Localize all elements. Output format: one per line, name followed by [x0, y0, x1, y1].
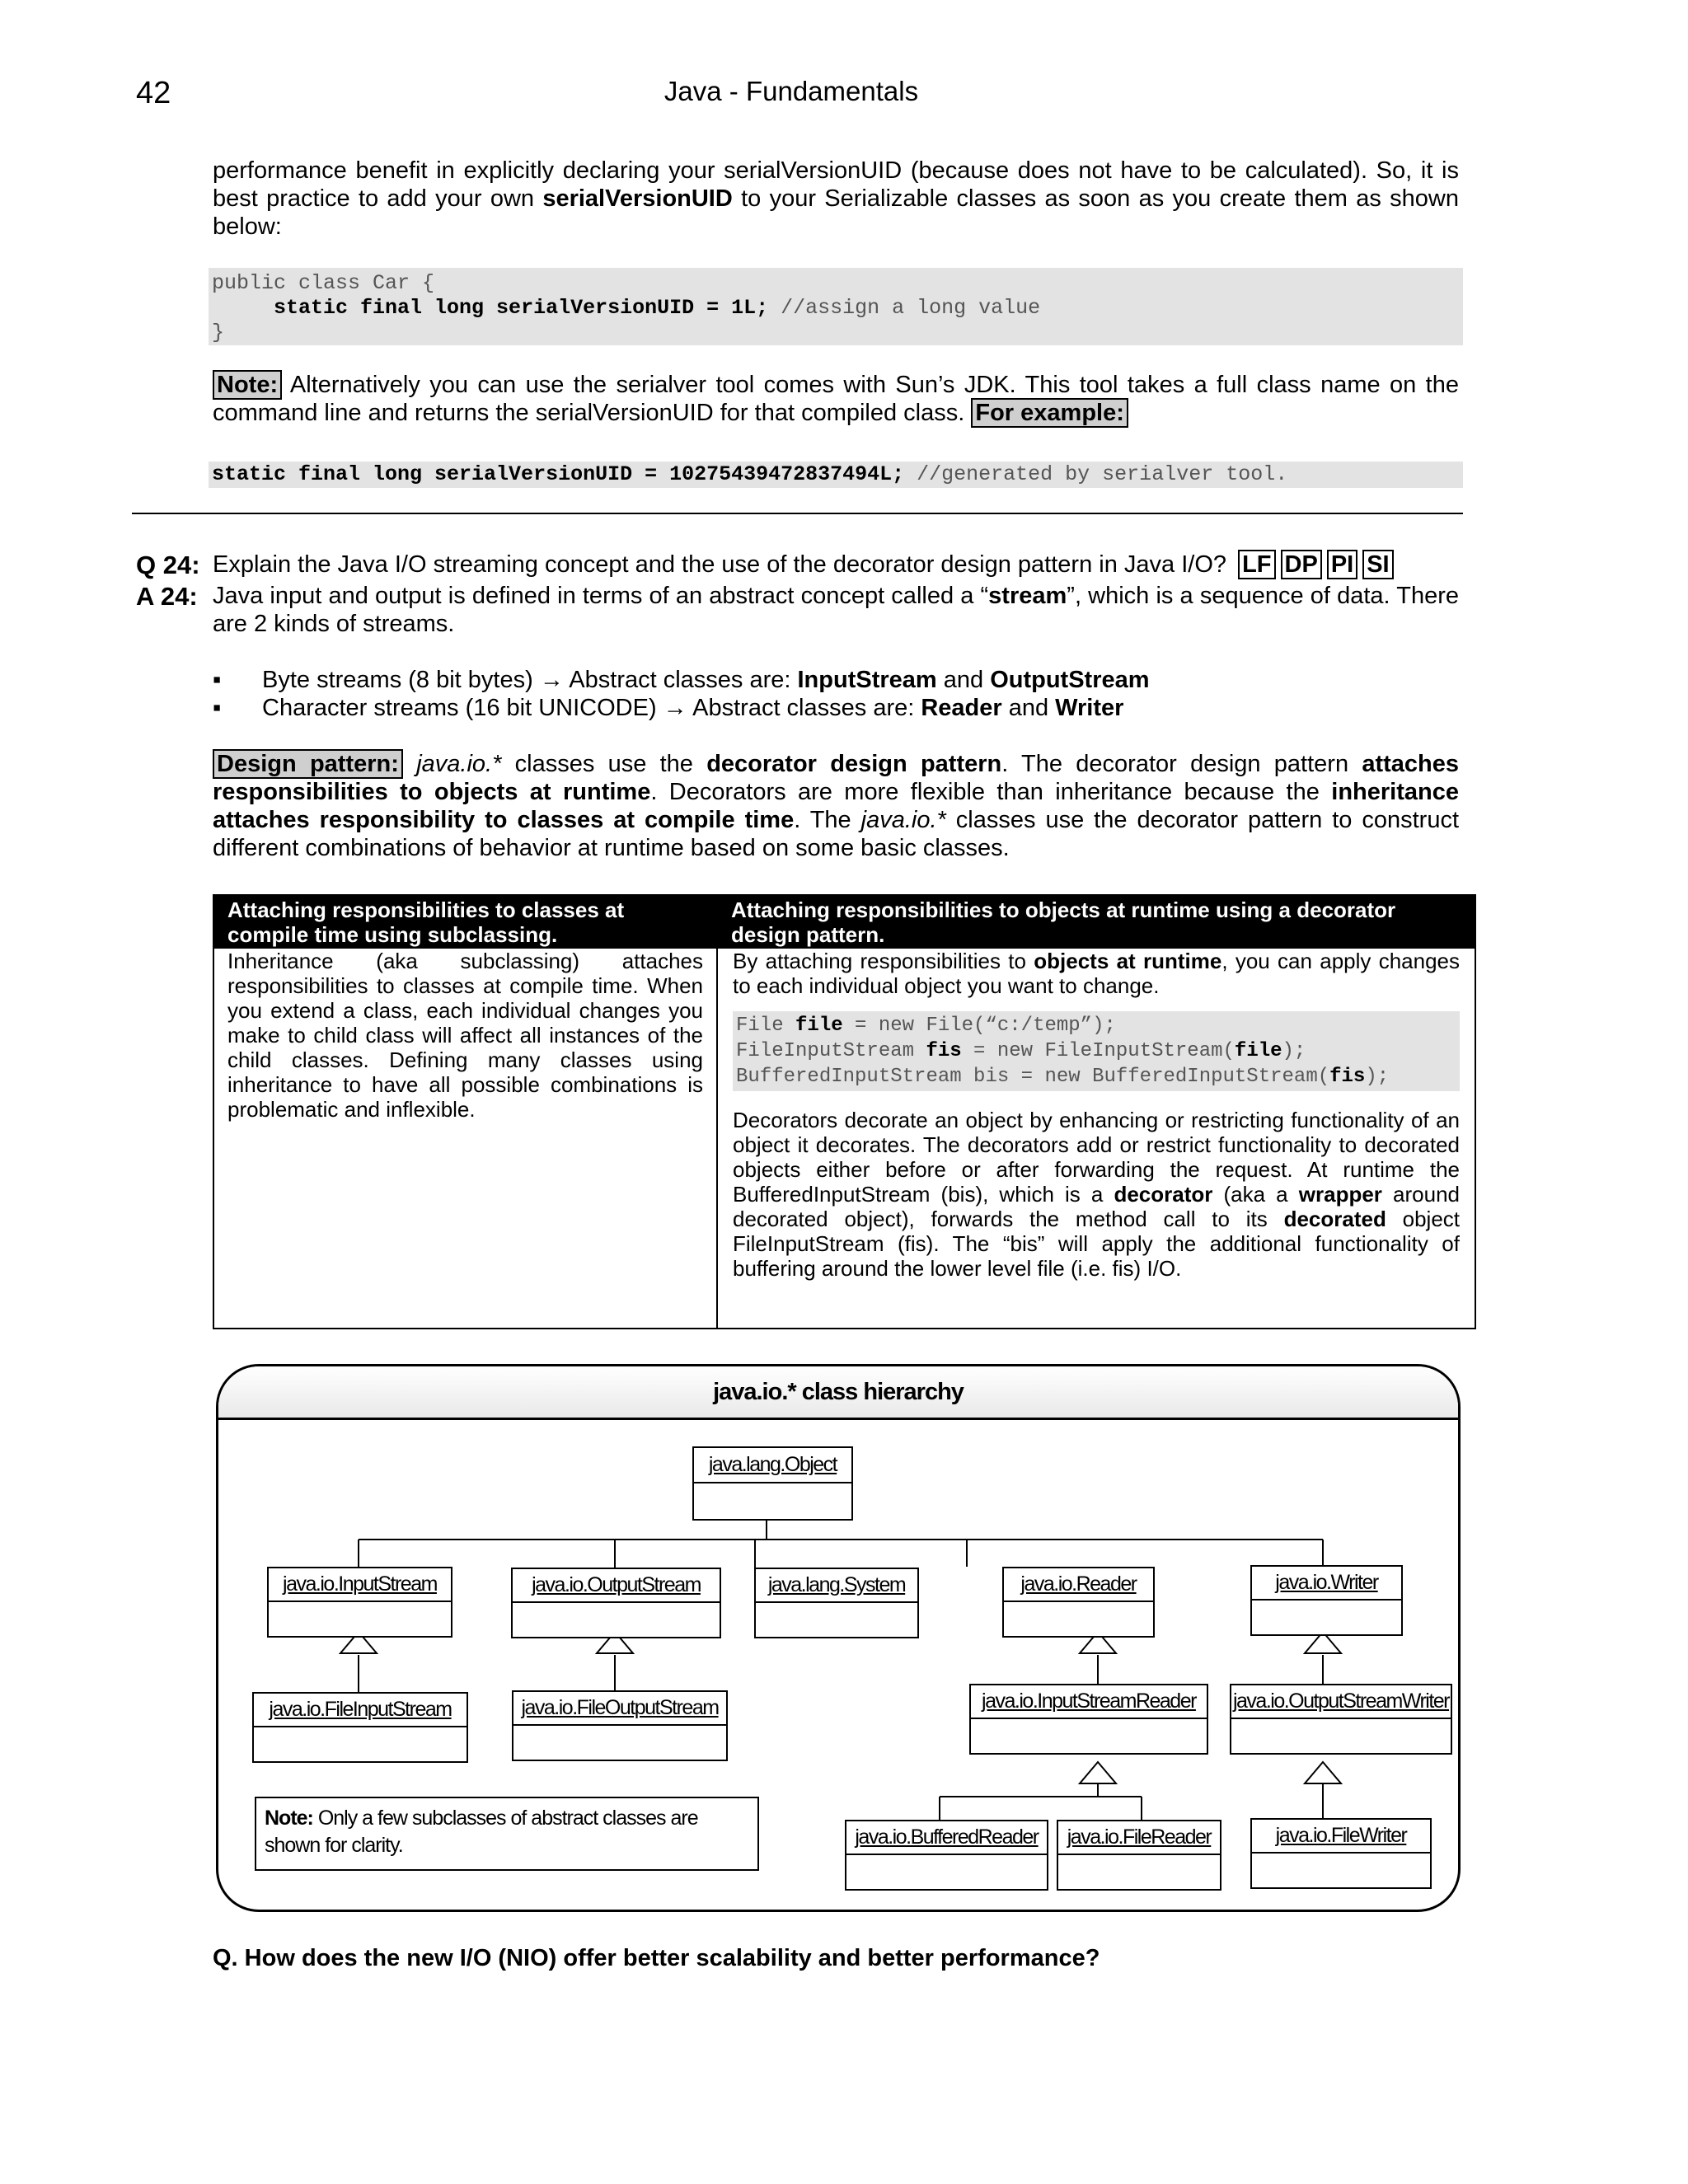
- code-block-car: [209, 268, 1463, 345]
- dp-text: classes use the: [501, 751, 707, 777]
- diagram-title: java.io.* class hierarchy: [218, 1366, 1458, 1420]
- bullet-plain: Character streams (16 bit UNICODE) → Abstract classes are:: [262, 695, 921, 721]
- tag-si: SI: [1362, 550, 1393, 579]
- bullet-bold: Writer: [1055, 695, 1124, 721]
- code-text: );: [1282, 1040, 1306, 1062]
- example-label: For example:: [971, 398, 1128, 428]
- class-output-stream: [511, 1568, 721, 1638]
- class-system: [754, 1568, 919, 1638]
- list-item: [213, 666, 1150, 694]
- class-name: java.io.FileInputStream: [254, 1694, 467, 1727]
- code-text: = new FileInputStream(: [961, 1040, 1235, 1062]
- class-writer: [1250, 1565, 1403, 1636]
- class-name: java.io.Writer: [1252, 1567, 1401, 1601]
- class-hierarchy-diagram: [216, 1364, 1461, 1912]
- answer-text-1: Java input and output is defined in terms of an abstract concept called a “: [213, 583, 989, 609]
- class-buffered-reader: [845, 1820, 1048, 1891]
- tag-pi: PI: [1327, 550, 1357, 579]
- cell-text: around decorated object), forwards the method call to its: [733, 1182, 1460, 1231]
- code-bold: fis: [1329, 1066, 1366, 1088]
- cell-bold: objects at runtime: [1034, 949, 1222, 973]
- decorator-code: [733, 1011, 1460, 1091]
- cell-text: By attaching responsibilities to: [733, 949, 1034, 973]
- dp-text: [403, 751, 416, 777]
- code-text: FileInputStream: [736, 1040, 926, 1062]
- dp-text: . Decorators are more flexible than inheritance because the: [650, 779, 1332, 805]
- note-text: Only a few subclasses of abstract classes are shown for clarity.: [265, 1807, 698, 1857]
- tag-dp: DP: [1281, 550, 1322, 579]
- table-header-left: Attaching responsibilities to classes at compile time using subclassing.: [227, 898, 625, 947]
- table-body: [214, 949, 1475, 1328]
- code-line: [212, 296, 1460, 321]
- diagram-note: [255, 1797, 759, 1871]
- table-cell-inheritance: Inheritance (aka subclassing) attaches responsibilities to classes at compile time. When you extend a class, each individual changes you make to child class will affect all instances of the child classes. Defining many classes using inheritance to have all possible combinations is problematic and inflexible.: [214, 949, 718, 1328]
- class-object: [692, 1446, 853, 1521]
- code-text: );: [1365, 1066, 1390, 1088]
- code-line: [736, 1038, 1456, 1064]
- inherit-arrow-icon: [1080, 1762, 1116, 1783]
- code-text: File: [736, 1015, 796, 1037]
- next-question: Q. How does the new I/O (NIO) offer better scalability and better performance?: [213, 1945, 1100, 1971]
- intro-text-2: to your Serializable classes as soon as you create them as shown below:: [213, 185, 1459, 240]
- answer-label: A 24:: [136, 582, 198, 611]
- design-pattern-paragraph: [213, 750, 1459, 862]
- bullet-icon: ▪: [213, 695, 222, 721]
- cell-text: object FileInputStream (fis). The “bis” will apply the additional functionality of buffering around the lower level file (i.e. fis) I/O.: [733, 1207, 1461, 1281]
- class-file-output-stream: [512, 1690, 728, 1761]
- class-input-stream: [267, 1567, 452, 1638]
- bullet-bold: OutputStream: [990, 667, 1150, 693]
- decorator-intro: [733, 949, 1460, 998]
- intro-text: performance benefit in explicitly declaring your serialVersionUID (because does not have to be calculated). So, it is best practice to add your own: [213, 157, 1459, 212]
- answer-text-2: ”, which is a sequence of data. There are 2 kinds of streams.: [213, 583, 1459, 637]
- note-label: Note:: [213, 370, 282, 400]
- comparison-table: [213, 894, 1476, 1329]
- bullet-text: [262, 694, 1123, 722]
- class-name: java.lang.Object: [694, 1448, 851, 1483]
- note-label: Note:: [265, 1807, 313, 1830]
- class-name: java.io.OutputStream: [513, 1569, 720, 1603]
- note-paragraph: [213, 371, 1459, 427]
- question-text: [213, 551, 1459, 579]
- code-block-serialver: [209, 462, 1463, 488]
- code-comment: //generated by serialver tool.: [904, 462, 1288, 486]
- code-comment: //assign a long value: [768, 296, 1041, 320]
- bullet-icon: ▪: [213, 667, 222, 693]
- list-item: [213, 694, 1150, 722]
- code-line: [736, 1013, 1456, 1038]
- code-line: public class Car {: [212, 271, 435, 295]
- code-line: [212, 462, 1460, 487]
- bullet-bold: InputStream: [797, 667, 937, 693]
- class-name: java.io.Reader: [1004, 1568, 1153, 1602]
- cell-text: , you can apply changes to each individual object you want to change.: [733, 949, 1461, 998]
- class-reader: [1002, 1567, 1155, 1638]
- dp-text: . The decorator design pattern: [1001, 751, 1362, 777]
- question-body: Explain the Java I/O streaming concept and the use of the decorator design pattern in Java I/O?: [213, 551, 1227, 578]
- stream-bullets: [213, 666, 1150, 722]
- class-name: java.io.FileWriter: [1252, 1820, 1430, 1854]
- inherit-arrow-icon: [1305, 1762, 1341, 1783]
- code-bold: file: [1234, 1040, 1282, 1062]
- class-name: java.io.FileOutputStream: [513, 1692, 726, 1726]
- code-bold: static final long serialVersionUID = 10275439472837494L;: [212, 462, 905, 486]
- class-input-stream-reader: [969, 1684, 1208, 1755]
- bullet-bold: Reader: [921, 695, 1002, 721]
- dp-text: classes use the decorator pattern to construct different combinations of behavior at runtime based on some basic classes.: [213, 807, 1459, 861]
- bullet-plain: and: [936, 667, 991, 693]
- answer-text: [213, 582, 1459, 638]
- class-name: java.io.BufferedReader: [846, 1821, 1047, 1855]
- code-bold: static final long serialVersionUID = 1L;: [274, 296, 769, 320]
- code-bold: fis: [926, 1040, 962, 1062]
- class-name: java.lang.System: [756, 1569, 917, 1603]
- intro-bold: serialVersionUID: [542, 185, 733, 212]
- table-cell-decorator: [718, 949, 1475, 1328]
- dp-italic: java.io.*: [860, 807, 946, 833]
- dp-bold: inheritance attaches responsibility to classes at compile time: [213, 779, 1459, 833]
- section-divider: [132, 513, 1463, 514]
- answer-bold: stream: [988, 583, 1067, 609]
- dp-text: . The: [794, 807, 861, 833]
- cell-text: Decorators decorate an object by enhancing or restricting functionality of an object it decorates. The decorators add or restrict functionality to decorated objects either before or after forwarding the request. At runtime the BufferedInputStream (bis), which is a: [733, 1108, 1460, 1207]
- tag-lf: LF: [1238, 550, 1275, 579]
- code-bold: file: [795, 1015, 843, 1037]
- code-line: }: [212, 321, 225, 344]
- cell-text: (aka a: [1212, 1182, 1299, 1207]
- class-file-writer: [1250, 1818, 1432, 1889]
- code-text: = new File(“c:/temp”);: [842, 1015, 1116, 1037]
- cell-bold: decorated: [1283, 1207, 1386, 1231]
- table-header-right: Attaching responsibilities to objects at runtime using a decorator design pattern.: [731, 898, 1396, 947]
- bullet-plain: Byte streams (8 bit bytes) → Abstract classes are:: [262, 667, 798, 693]
- class-output-stream-writer: [1230, 1684, 1452, 1755]
- question-label: Q 24:: [136, 551, 200, 579]
- page-number: 42: [136, 76, 171, 110]
- class-name: java.io.FileReader: [1058, 1821, 1220, 1855]
- code-indent: [212, 296, 274, 320]
- bullet-text: [262, 666, 1150, 694]
- class-file-reader: [1057, 1820, 1221, 1891]
- dp-bold: attaches responsibilities to objects at runtime: [213, 751, 1460, 805]
- design-pattern-label: Design pattern:: [213, 749, 403, 779]
- class-name: java.io.OutputStreamWriter: [1231, 1685, 1451, 1719]
- cell-bold: decorator: [1114, 1182, 1213, 1207]
- code-text: BufferedInputStream bis = new BufferedInputStream(: [736, 1066, 1330, 1088]
- class-name: java.io.InputStream: [269, 1568, 451, 1602]
- table-header: [214, 896, 1475, 949]
- code-line: [736, 1064, 1456, 1090]
- dp-bold: decorator design pattern: [706, 751, 1002, 777]
- running-head: Java - Fundamentals: [663, 76, 919, 106]
- dp-italic: java.io.*: [416, 751, 502, 777]
- note-text: Alternatively you can use the serialver tool comes with Sun’s JDK. This tool takes a full class name on the command line and returns the serialVersionUID for that compiled class.: [213, 372, 1459, 426]
- intro-paragraph: [213, 157, 1459, 241]
- bullet-plain: and: [1001, 695, 1056, 721]
- class-name: java.io.InputStreamReader: [971, 1685, 1207, 1719]
- class-file-input-stream: [252, 1692, 468, 1763]
- cell-bold: wrapper: [1298, 1182, 1382, 1207]
- decorator-explanation: [733, 1108, 1460, 1281]
